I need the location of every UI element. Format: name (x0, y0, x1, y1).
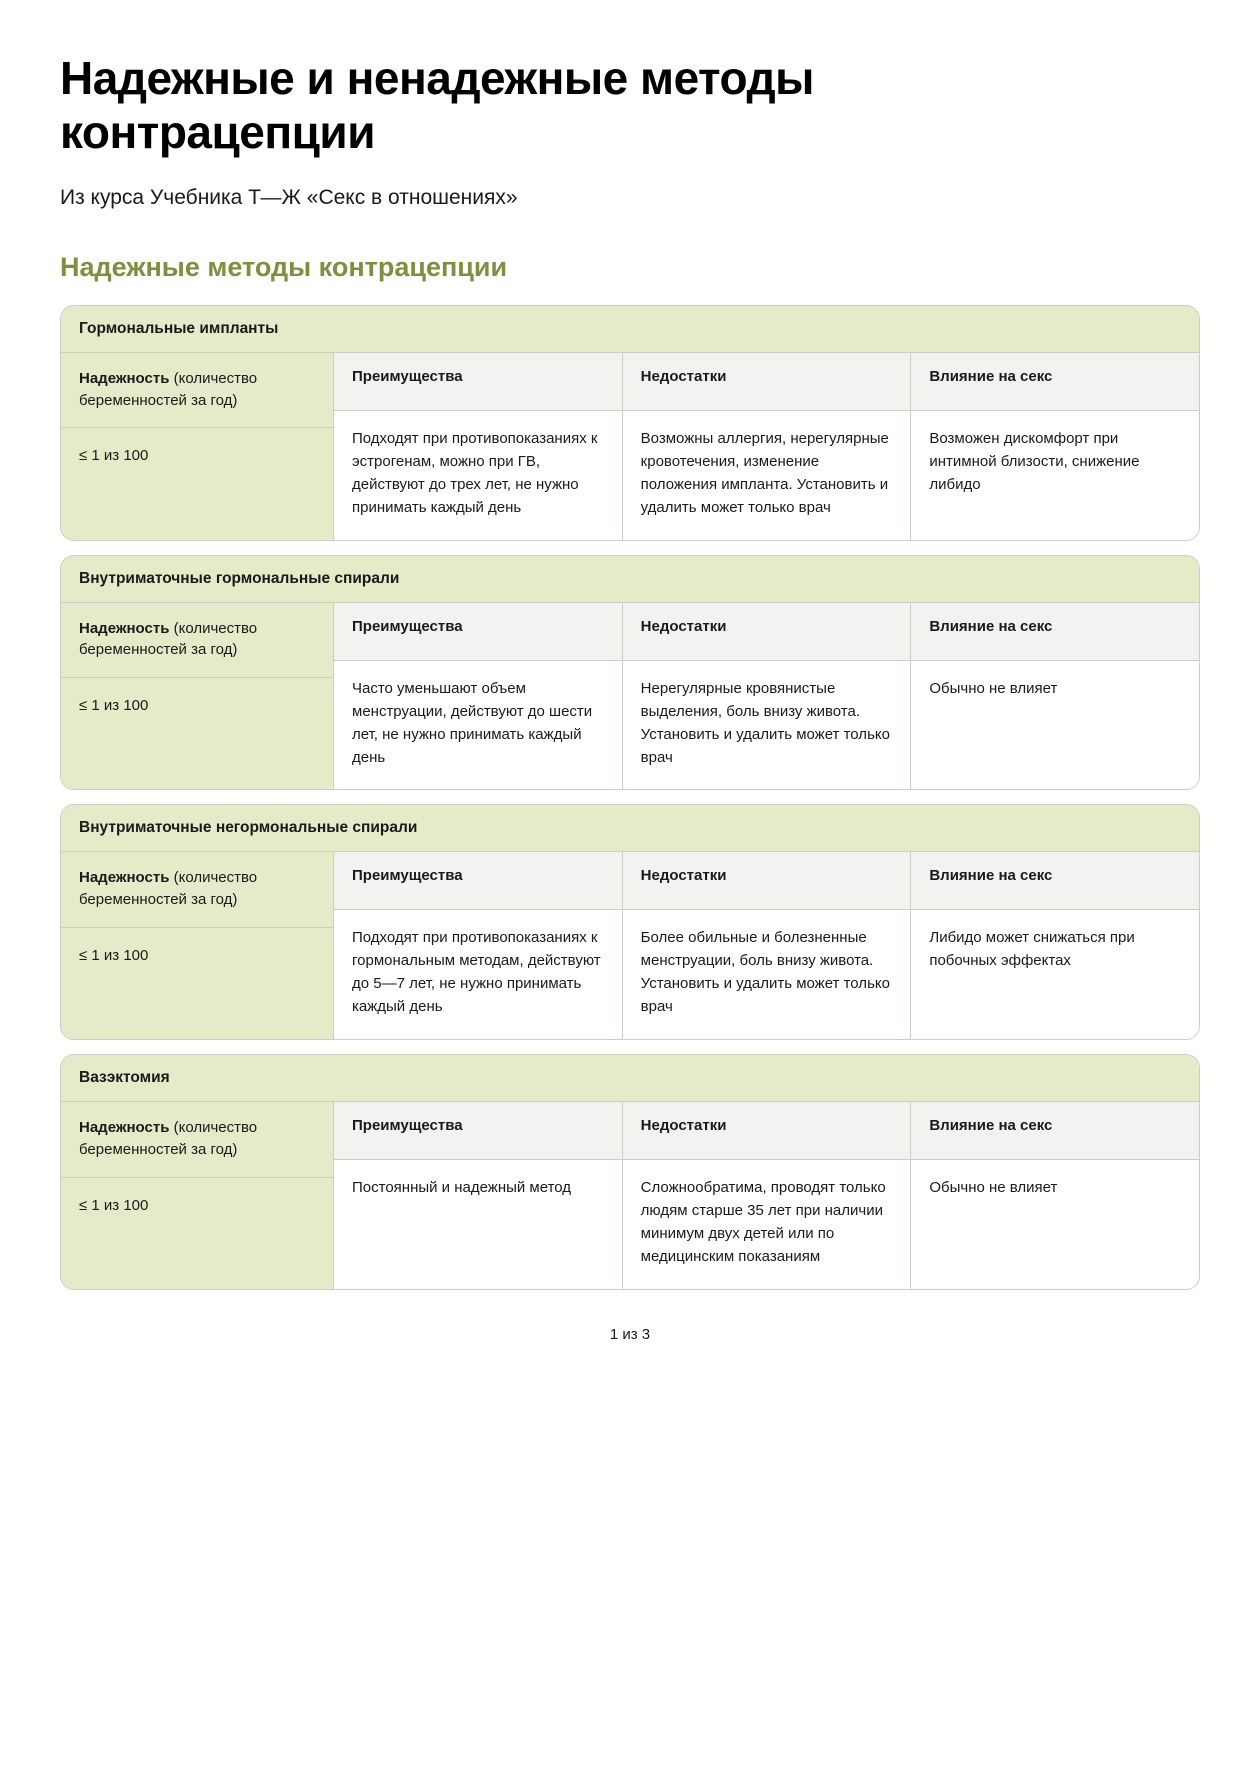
disadvantages-value: Нерегулярные кровянистые выделения, боль внизу живота. Установить и удалить может только врач (623, 661, 911, 790)
reliability-column (61, 353, 334, 540)
reliability-label-bold: Надежность (79, 369, 170, 387)
disadvantages-column (623, 353, 912, 540)
disadvantages-column (623, 603, 912, 790)
advantages-value: Часто уменьшают объем менструации, действуют до шести лет, не нужно принимать каждый день (334, 661, 622, 790)
sex-impact-value: Либидо может снижаться при побочных эффектах (911, 910, 1199, 1039)
method-name: Внутриматочные негормональные спирали (61, 805, 1199, 852)
advantages-header: Преимущества (334, 1102, 622, 1160)
sex-impact-value: Обычно не влияет (911, 1160, 1199, 1289)
disadvantages-value: Возможны аллергия, нерегулярные кровотечения, изменение положения импланта. Установить и удалить может только врач (623, 411, 911, 540)
advantages-column (334, 353, 623, 540)
advantages-header: Преимущества (334, 603, 622, 661)
sex-impact-column (911, 1102, 1199, 1289)
disadvantages-header: Недостатки (623, 353, 911, 411)
reliability-label-rest: (количество беременностей за год) (79, 369, 258, 409)
reliability-value: ≤ 1 из 100 (79, 697, 149, 715)
reliability-value: ≤ 1 из 100 (79, 1196, 149, 1214)
advantages-header: Преимущества (334, 852, 622, 910)
reliability-header (61, 603, 333, 679)
method-card (60, 804, 1200, 1040)
reliability-label-rest: (количество беременностей за год) (79, 619, 258, 659)
reliability-label-bold: Надежность (79, 619, 170, 637)
reliability-label-rest: (количество беременностей за год) (79, 1119, 258, 1158)
method-name: Вазэктомия (61, 1055, 1199, 1102)
advantages-column (334, 852, 623, 1039)
reliability-label-bold: Надежность (79, 869, 170, 887)
method-card (60, 305, 1200, 541)
disadvantages-header: Недостатки (623, 1102, 911, 1160)
reliability-label-rest: (количество беременностей за год) (79, 869, 258, 909)
disadvantages-header: Недостатки (623, 603, 911, 661)
page-title: Надежные и ненадежные методы контрацепции (60, 52, 814, 158)
advantages-value: Подходят при противопоказаниях к гормональным методам, действуют до 5—7 лет, не нужно принимать каждый день (334, 910, 622, 1039)
advantages-value: Подходят при противопоказаниях к эстрогенам, можно при ГВ, действуют до трех лет, не нужно принимать каждый день (334, 411, 622, 540)
disadvantages-value: Более обильные и болезненные менструации, боль внизу живота. Установить и удалить может только врач (623, 910, 911, 1039)
sex-impact-header: Влияние на секс (911, 603, 1199, 661)
reliability-header (61, 1102, 333, 1178)
disadvantages-value: Сложнообратима, проводят только людям старше 35 лет при наличии минимум двух детей или по медицинским показаниям (623, 1160, 911, 1289)
sex-impact-header: Влияние на секс (911, 353, 1199, 411)
reliability-value: ≤ 1 из 100 (79, 946, 149, 964)
page-indicator: 1 из 3 (609, 1325, 651, 1343)
sex-impact-value: Возможен дискомфорт при интимной близости, снижение либидо (911, 411, 1199, 540)
disadvantages-header: Недостатки (623, 852, 911, 910)
method-card (60, 1054, 1200, 1290)
section-title: Надежные методы контрацепции (60, 251, 508, 282)
advantages-header: Преимущества (334, 353, 622, 411)
sex-impact-column (911, 603, 1199, 790)
sex-impact-column (911, 353, 1199, 540)
sex-impact-header: Влияние на секс (911, 852, 1199, 910)
reliability-label-bold: Надежность (79, 1119, 170, 1137)
reliability-value: ≤ 1 из 100 (79, 447, 149, 465)
advantages-column (334, 1102, 623, 1289)
method-name: Гормональные импланты (61, 306, 1199, 353)
reliability-header (61, 353, 333, 429)
reliability-header (61, 852, 333, 928)
disadvantages-column (623, 852, 912, 1039)
method-name: Внутриматочные гормональные спирали (61, 556, 1199, 603)
sex-impact-header: Влияние на секс (911, 1102, 1199, 1160)
sex-impact-value: Обычно не влияет (911, 661, 1199, 790)
sex-impact-column (911, 852, 1199, 1039)
reliability-column (61, 603, 334, 790)
advantages-column (334, 603, 623, 790)
reliability-column (61, 852, 334, 1039)
disadvantages-column (623, 1102, 912, 1289)
method-card (60, 555, 1200, 791)
advantages-value: Постоянный и надежный метод (334, 1160, 622, 1289)
reliability-column (61, 1102, 334, 1289)
page-subtitle: Из курса Учебника Т—Ж «Секс в отношениях» (60, 185, 518, 209)
